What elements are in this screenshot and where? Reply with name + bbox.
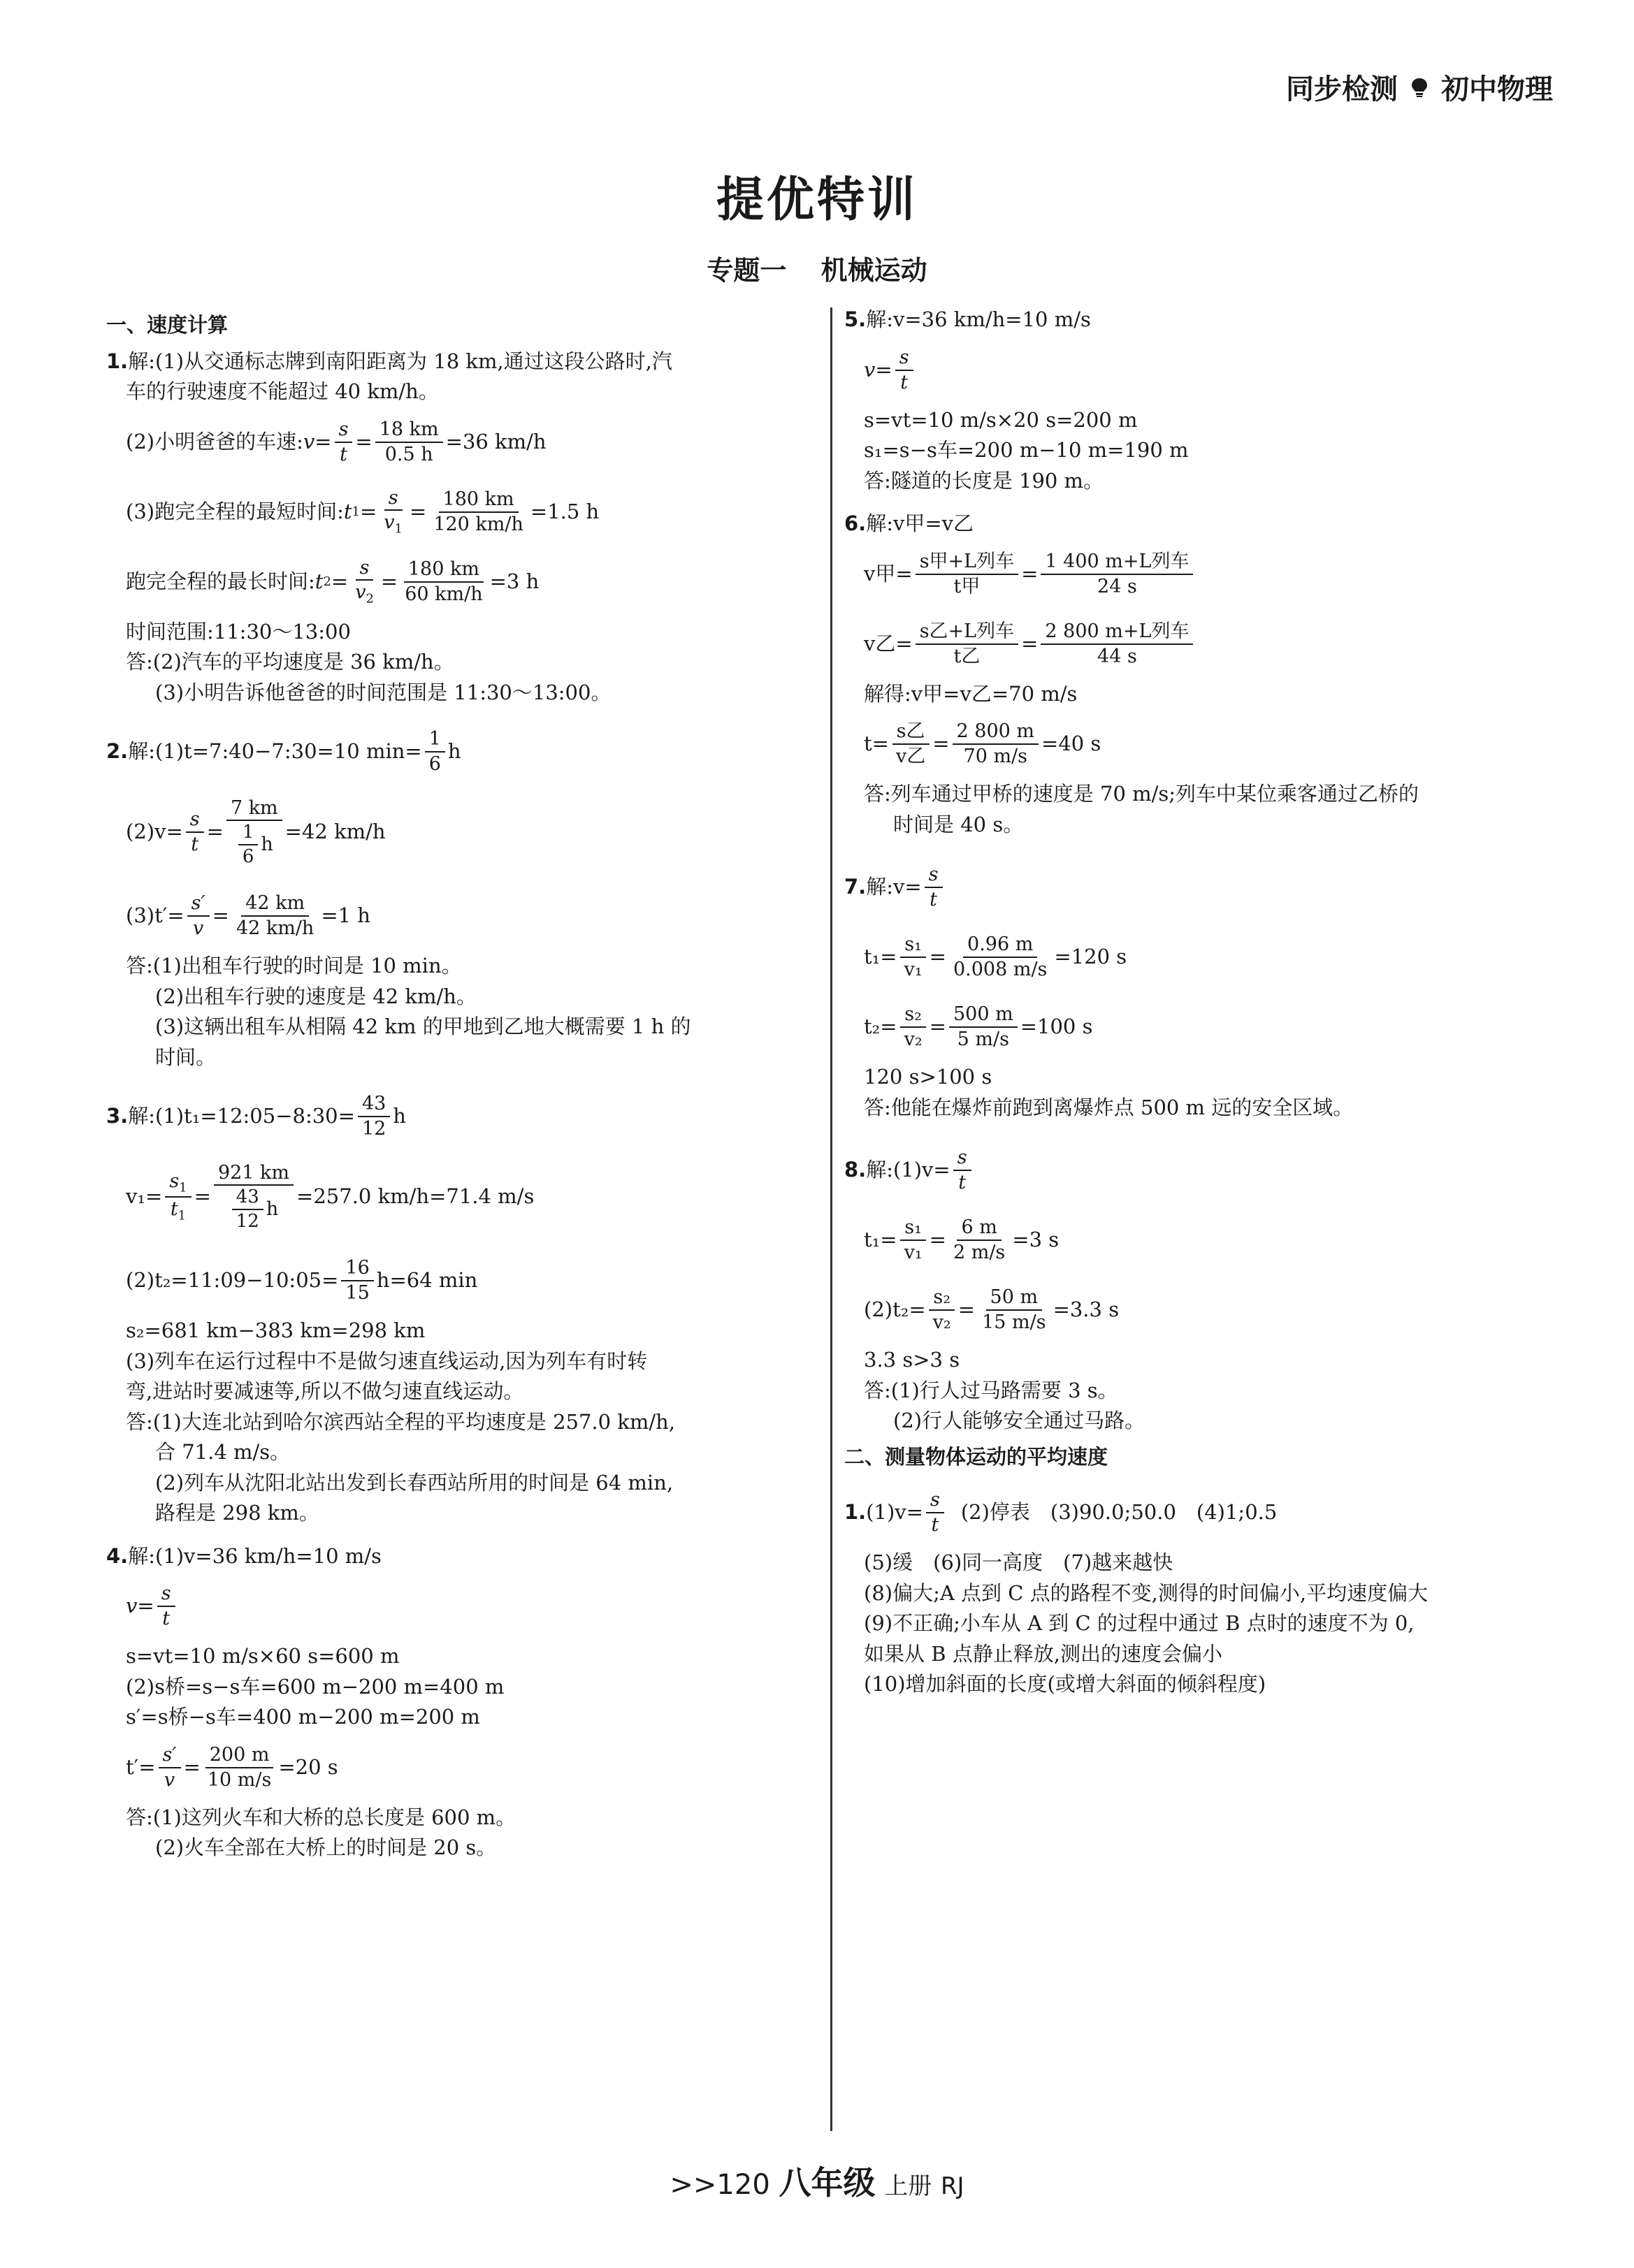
q3-line-g2: 路程是 298 km。 [155,1501,319,1525]
q4-line-c: (2)s桥=s−s车=600 m−200 m=400 m [126,1674,505,1699]
q6-line-f2: 时间是 40 s。 [893,812,1024,836]
q2-line-e: (2)出租车行驶的速度是 42 km/h。 [155,984,477,1008]
section-heading-2: 二、测量物体运动的平均速度 [844,1444,1108,1469]
q2-eq-b: (2)v= $\frac{s}{t}$ = 7 km $\frac{1}{6}$ h =42 km/h [126,797,386,867]
q1-line-g: (3)小明告诉他爸爸的时间范围是 11:30～13:00。 [155,680,612,704]
q4-line-d: s′=s桥−s车=400 m−200 m=200 m [126,1705,480,1729]
q8-line-e: 答:(1)行人过马路需要 3 s。 [864,1378,1118,1402]
page-title: 提优特训 [716,173,918,228]
q6-line-f: 答:列车通过甲桥的速度是 70 m/s;列车中某位乘客通过乙桥的 [864,782,1419,806]
footer-edition: RJ [940,2172,964,2200]
p2-eq-a: 1. (1)v= $\frac{s}{t}$ (2)停表 (3)90.0;50.0 (4)1;0.5 [844,1489,1278,1536]
q5-line-e: 答:隧道的长度是 190 m。 [864,468,1104,493]
q8-eq-a: 8. 解:(1)v= $\frac{s}{t}$ [844,1135,1563,1205]
q7-line-d: 120 s>100 s [864,1065,992,1089]
q4-line-g: (2)火车全部在大桥上的时间是 20 s。 [155,1836,497,1859]
q8-line-d: 3.3 s>3 s [864,1348,960,1372]
subtitle-topic: 专题一 [707,255,787,286]
q3-line-e: (3)列车在运行过程中不是做匀速直线运动,因为列车有时转 [126,1349,648,1373]
p2-line-c: (8)偏大;A 点到 C 点的路程不变,测得的时间偏小,平均速度偏大 [864,1580,1429,1605]
q7-eq-b: t₁= $\frac{\text{s₁}}{\text{v₁}}$ = $\frac{0.96 m}{0.008 m/s}$ =120 s [864,933,1127,980]
q3-line-f2: 合 71.4 m/s。 [155,1440,291,1464]
q1-eq-b: (2)小明爸爸的车速: v = $\frac{s}{t}$ = $\frac{18 km}{0.5 h}$ =36 km/h [126,418,547,465]
q5-line-c: s=vt=10 m/s×20 s=200 m [864,407,1138,432]
q6-line-d: 解得:v甲=v乙=70 m/s [864,681,1078,706]
left-column [106,305,820,1863]
q4-eq-v: v = $\frac{s}{t}$ [106,1571,820,1641]
q2-line-f2: 时间。 [155,1045,217,1069]
q7-eq-c: t₂= $\frac{\text{s₂}}{\text{v₂}}$ = $\frac{500 m}{5 m/s}$ =100 s [864,1003,1093,1050]
q3-eq-c: (2)t₂=11:09−10:05= $\frac{16}{15}$ h=64 min [126,1257,478,1304]
page-number: 120 [716,2169,770,2201]
footer-volume: 上册 [884,2172,932,2200]
q8-eq-c: (2)t₂= $\frac{\text{s₂}}{\text{v₂}}$ = $\frac{50 m}{15 m/s}$ =3.3 s [864,1286,1120,1333]
q3-line-f: 答:(1)大连北站到哈尔滨西站全程的平均速度是 257.0 km/h, [126,1409,676,1434]
p2-line-e: (10)增加斜面的长度(或增大斜面的倾斜程度) [864,1672,1266,1696]
page-header [1286,67,1553,107]
page-subtitle [0,249,1634,287]
q4-line-a: 4.解:(1)v=36 km/h=10 m/s [106,1543,382,1568]
q3-line-g: (2)列车从沈阳北站出发到长春西站所用的时间是 64 min, [155,1470,674,1495]
q3-line-a: 3. 解:(1)t₁=12:05−8:30= $\frac{43}{12}$ h [106,1093,406,1140]
q6-eq-b: v甲= $\frac{\text{s甲+L列车}}{\text{t甲}}$ = $\frac{\text{1 400 m+L列车}}{24 s}$ [844,539,1563,609]
q1-line-a: 1.解:(1)从交通标志牌到南阳距离为 18 km,通过这段公路时,汽 [106,349,672,373]
q8-eq-b: t₁= $\frac{\text{s₁}}{\text{v₁}}$ = $\frac{6 m}{2 m/s}$ =3 s [864,1216,1060,1263]
q8-line-f: (2)行人能够安全通过马路。 [893,1409,1145,1432]
p2-line-d2: 如果从 B 点静止释放,测出的速度会偏小 [864,1641,1222,1666]
q2-line-d: 答:(1)出租车行驶的时间是 10 min。 [126,954,462,977]
q6-eq-c: v乙= $\frac{\text{s乙+L列车}}{\text{t乙}}$ = $\frac{\text{2 800 m+L列车}}{44 s}$ [844,609,1563,679]
q5-line-d: s₁=s−s车=200 m−10 m=190 m [864,438,1189,462]
footer-grade: 八年级 [779,2164,876,2202]
q3-line-e2: 弯,进站时要减速等,所以不做匀速直线运动。 [126,1379,524,1403]
q7-line-e: 答:他能在爆炸前跑到离爆炸点 500 m 远的安全区域。 [864,1095,1354,1119]
subtitle-name: 机械运动 [820,255,927,286]
page-footer [0,2158,1634,2204]
q3-eq-b: v₁= $\frac{s_1}{t_1}$ = 921 km $\frac{43}{12}$ h =257.0 km/h=71.4 m/s [126,1161,535,1232]
header-left: 同步检测 [1286,73,1398,106]
footer-arrow: >> [670,2169,717,2201]
q1-line-a2: 车的行驶速度不能超过 40 km/h。 [126,379,439,403]
right-column [844,305,1563,1700]
q7-eq-a: 7. 解:v= $\frac{s}{t}$ [844,852,1563,922]
q5-eq-v: v = $\frac{s}{t}$ [844,335,1563,405]
q1-line-f: 答:(2)汽车的平均速度是 36 km/h。 [126,650,454,674]
column-divider [830,307,832,2131]
q1-eq-c: (3)跑完全程的最短时间: t 1 = $\frac{s}{v_1}$ = $\frac{180 km}{120 km/h}$ =1.5 h [126,486,600,537]
q4-line-b: s=vt=10 m/s×60 s=600 m [126,1644,400,1668]
q6-line-a: 6.解:v甲=v乙 [844,511,974,535]
q4-eq-e: t′= $\frac{s'}{v}$ = $\frac{200 m}{10 m/s}$ =20 s [126,1743,338,1791]
q5-line-a: 5.解:v=36 km/h=10 m/s [844,307,1091,331]
q2-line-f: (3)这辆出租车从相隔 42 km 的甲地到乙地大概需要 1 h 的 [155,1015,691,1038]
q1-line-e: 时间范围:11:30～13:00 [126,619,351,644]
q2-eq-c: (3)t′= $\frac{s'}{v}$ = $\frac{42 km}{42 km/h}$ =1 h [126,892,370,939]
q6-eq-e: t= $\frac{\text{s乙}}{\text{v乙}}$ = $\frac{2 800 m}{70 m/s}$ =40 s [864,720,1101,767]
q2-line-a: 2. 解:(1)t=7:40−7:30=10 min= $\frac{1}{6}$ h [106,728,461,775]
q4-line-f: 答:(1)这列火车和大桥的总长度是 600 m。 [126,1805,516,1829]
p2-line-b: (5)缓 (6)同一高度 (7)越来越快 [864,1550,1173,1574]
lightbulb-icon [1410,77,1429,98]
q1-eq-d: 跑完全程的最长时间: t 2 = $\frac{s}{v_2}$ = $\frac{180 km}{60 km/h}$ =3 h [126,556,540,606]
header-right: 初中物理 [1441,73,1553,106]
section-heading-1: 一、速度计算 [106,313,229,337]
q3-line-d: s₂=681 km−383 km=298 km [126,1318,426,1342]
p2-line-d: (9)不正确;小车从 A 到 C 的过程中通过 B 点时的速度不为 0, [864,1611,1415,1635]
